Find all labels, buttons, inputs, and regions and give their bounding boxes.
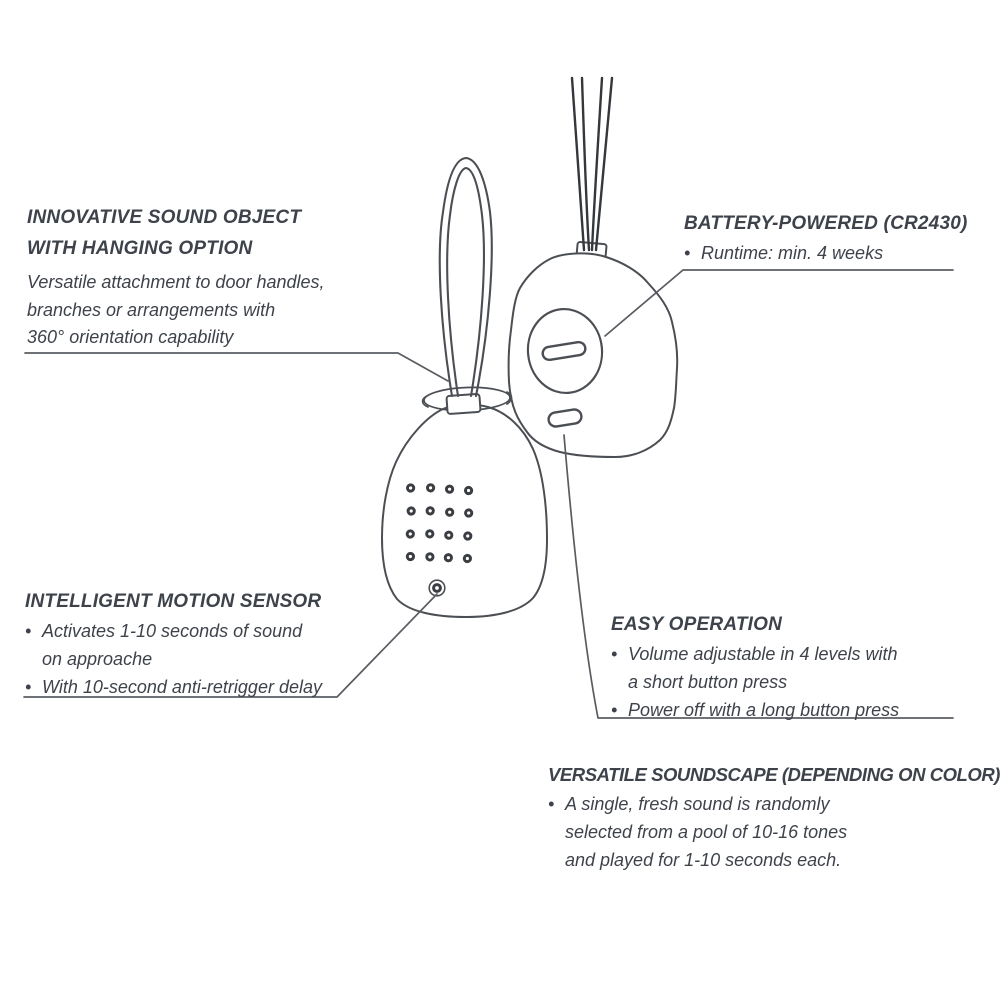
back-device	[509, 78, 678, 457]
motion-callout	[25, 586, 322, 701]
bullet-marker: •	[548, 794, 555, 814]
operation-callout	[611, 609, 899, 724]
motion-item-1-text: Activates 1-10 seconds of sound	[42, 621, 303, 641]
hanging-text-line3: 360° orientation capability	[27, 327, 234, 347]
bullet-marker: •	[611, 700, 618, 720]
operation-item-1-cont: a short button press	[628, 672, 788, 692]
bullet-marker: •	[25, 677, 32, 697]
operation-item-2	[611, 696, 899, 724]
soundscape-title: VERSATILE SOUNDSCAPE (DEPENDING ON COLOR)	[548, 764, 1000, 785]
soundscape-callout	[548, 759, 1000, 874]
operation-item-1	[611, 640, 899, 668]
motion-item-1	[25, 617, 322, 645]
hanging-callout-line	[25, 353, 448, 381]
operation-title: EASY OPERATION	[611, 614, 783, 635]
motion-title: INTELLIGENT MOTION SENSOR	[25, 591, 322, 612]
hanging-callout	[27, 202, 325, 352]
hanging-text-line2: branches or arrangements with	[27, 299, 276, 320]
soundscape-item-1-cont2: selected from a pool of 10-16 tones	[565, 822, 848, 842]
motion-item-2	[25, 673, 322, 701]
soundscape-item-1-cont3: and played for 1-10 seconds each.	[565, 850, 842, 870]
soundscape-item-1	[548, 790, 1000, 818]
bullet-marker: •	[25, 621, 32, 641]
motion-item-2-text: With 10-second anti-retrigger delay	[42, 677, 322, 697]
battery-item-text: Runtime: min. 4 weeks	[701, 243, 884, 263]
battery-callout	[684, 208, 968, 267]
operation-item-1-text: Volume adjustable in 4 levels with	[628, 644, 898, 664]
hanging-title-line2: WITH HANGING OPTION	[27, 238, 253, 259]
hanging-loop-icon	[440, 158, 492, 396]
hanging-title-line1: INNOVATIVE SOUND OBJECT	[27, 207, 302, 228]
soundscape-item-1-text: A single, fresh sound is randomly	[565, 794, 830, 814]
bullet-marker: •	[611, 644, 618, 664]
motion-item-1-cont: on approache	[42, 649, 153, 669]
strap-cords-icon	[572, 78, 612, 250]
bullet-marker: •	[684, 243, 691, 263]
operation-item-2-text: Power off with a long button press	[628, 700, 900, 720]
battery-title: BATTERY-POWERED (CR2430)	[684, 213, 968, 234]
battery-item	[684, 239, 968, 267]
hanging-text-line1: Versatile attachment to door handles,	[27, 272, 325, 292]
